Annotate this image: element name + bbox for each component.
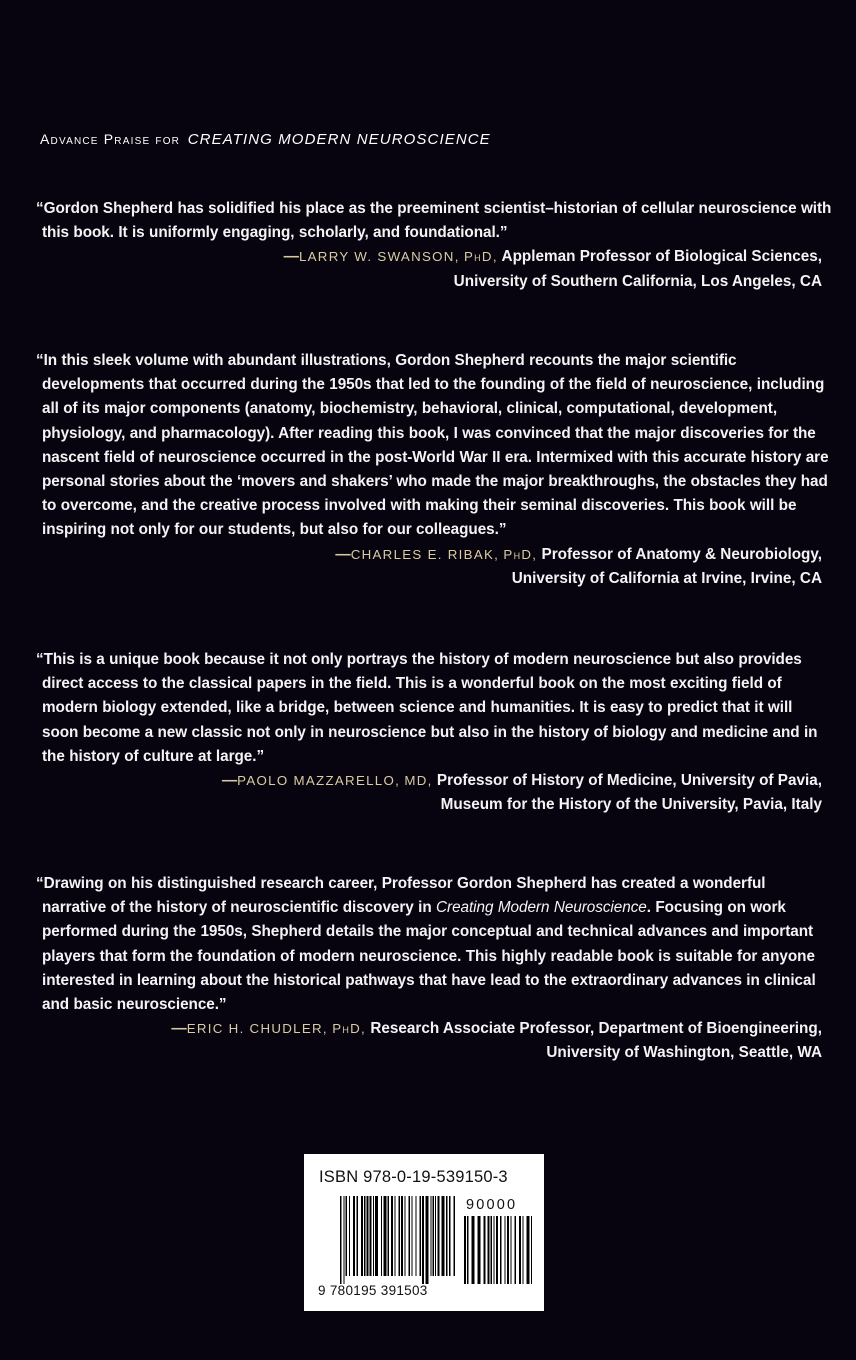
barcode-bar xyxy=(420,1196,422,1276)
attribution-dash: — xyxy=(221,772,238,790)
praise-block-2 xyxy=(32,349,832,591)
barcode-bar xyxy=(511,1216,512,1284)
barcode-bar xyxy=(367,1196,369,1276)
barcode-bar xyxy=(438,1196,440,1276)
attribution-dash: — xyxy=(171,1020,187,1038)
praise-block-3 xyxy=(32,648,832,817)
barcode-bar xyxy=(364,1196,366,1276)
barcode-bar xyxy=(446,1196,448,1276)
reviewer-affiliation-line2: University of California at Irvine, Irvine, CA xyxy=(511,569,822,587)
barcode-bar xyxy=(507,1216,509,1284)
barcode-bar xyxy=(484,1216,486,1284)
barcode-bar xyxy=(388,1196,390,1276)
barcode-bar xyxy=(472,1216,475,1284)
praise-attribution xyxy=(32,543,832,591)
praise-quote: “Gordon Shepherd has solidified his place as the preeminent scientist–historian of cellular neuroscience with this book. It is uniformly engaging, scholarly, and foundational.” xyxy=(36,200,832,242)
barcode-number: 9 780195 391503 xyxy=(318,1283,428,1298)
barcode-bar xyxy=(340,1196,342,1284)
barcode-bar xyxy=(494,1216,495,1284)
praise-attribution xyxy=(32,1017,832,1065)
barcode-bar xyxy=(375,1196,378,1276)
reviewer-name: LARRY W. SWANSON, xyxy=(298,249,460,265)
barcode-bar xyxy=(346,1196,348,1276)
barcode-bar xyxy=(435,1196,436,1276)
reviewer-affiliation-line2: University of Southern California, Los Angeles, CA xyxy=(453,272,822,290)
praise-attribution xyxy=(32,769,832,817)
praise-quote: “This is a unique book because it not only portrays the history of modern neuroscience but also provides direct access to the classical papers in the field. This is a wonderful book on the most exciting field of modern biology extended, like a bridge, between science and humanities. It is easy to predict that it will soon become a new classic not only in neuroscience but also in the history of biology and medicine and in the history of culture at large.” xyxy=(36,651,818,765)
barcode-bar xyxy=(515,1216,517,1284)
barcode-bar xyxy=(531,1216,532,1284)
barcode-bar xyxy=(409,1196,411,1276)
barcode-bar xyxy=(349,1196,350,1276)
barcode-bar xyxy=(370,1196,372,1276)
reviewer-affiliation: Appleman Professor of Biological Sciences, xyxy=(501,248,822,266)
barcode-bar xyxy=(395,1196,396,1276)
isbn-barcode xyxy=(304,1154,544,1311)
attribution-dash: — xyxy=(283,248,299,266)
quote-text-after: . Focusing on work performed during the 1950s, Shepherd details the major conceptual and technical advances and important players that form the foundation of modern neuroscience. This highly readable book is suitable for anyone interested in learning about the historical pathways that have lead to the extraordinary advances in clinical and basic neuroscience.” xyxy=(42,899,816,1014)
barcode-bar xyxy=(523,1216,524,1284)
barcode-bar xyxy=(426,1196,429,1284)
barcode-bar xyxy=(519,1216,521,1284)
barcode-bar xyxy=(527,1216,530,1284)
advance-praise-header xyxy=(40,131,491,148)
barcode-bar xyxy=(344,1196,345,1284)
praise-block-4 xyxy=(32,872,832,1066)
barcode-addon-number: 90000 xyxy=(466,1197,518,1213)
barcode-bar xyxy=(361,1196,363,1276)
barcode-bar xyxy=(491,1216,493,1284)
reviewer-affiliation: Professor of History of Medicine, University of Pavia, xyxy=(436,772,822,790)
barcode-bar xyxy=(433,1196,435,1276)
praise-attribution xyxy=(32,245,832,293)
reviewer-name: CHARLES E. RIBAK, xyxy=(350,546,500,562)
barcode-bar xyxy=(381,1196,382,1276)
book-title: CREATING MODERN NEUROSCIENCE xyxy=(187,131,491,148)
barcode-bar xyxy=(412,1196,413,1276)
barcode-bar xyxy=(401,1196,403,1276)
reviewer-affiliation: Research Associate Professor, Department of Bioengineering, xyxy=(370,1020,822,1038)
barcode-bar xyxy=(467,1216,469,1284)
barcode-bar xyxy=(353,1196,355,1276)
reviewer-credential: PhD, xyxy=(503,546,538,562)
isbn-label: ISBN 978-0-19-539150-3 xyxy=(319,1168,508,1186)
reviewer-name: PAOLO MAZZARELLO, xyxy=(237,773,401,789)
barcode-bar xyxy=(373,1196,374,1276)
reviewer-credential: PhD, xyxy=(463,249,498,265)
barcode-bar xyxy=(496,1216,498,1284)
reviewer-affiliation-line2: University of Washington, Seattle, WA xyxy=(546,1044,822,1062)
barcode-bar xyxy=(391,1196,393,1276)
barcode-bar xyxy=(442,1196,445,1276)
barcode-bar xyxy=(431,1196,432,1276)
reviewer-credential: PhD, xyxy=(332,1021,367,1037)
barcode-bar xyxy=(416,1196,417,1276)
barcode-bar xyxy=(464,1216,466,1284)
reviewer-affiliation: Professor of Anatomy & Neurobiology, xyxy=(541,545,822,563)
barcode-bar xyxy=(422,1196,424,1284)
praise-quote xyxy=(32,872,832,1017)
praise-quote: “In this sleek volume with abundant illustrations, Gordon Shepherd recounts the major scientific developments that occurred during the 1950s that led to the founding of the field of neuroscience, including all of its major components (anatomy, biochemistry, behavioral, clinical, computational, development, physiology, and pharmacology). After reading this book, I was convinced that the major discoveries for the nascent field of neuroscience occurred in the post-World War II era. Intermixed with this accurate history are personal stories about the ‘movers and shakers’ who made the major breakthroughs, the obstacles they had to overcome, and the creative process involved with making their seminal discoveries. This book will be inspiring not only for our students, but also for our colleagues.” xyxy=(36,352,829,539)
barcode-bar xyxy=(500,1216,502,1284)
quote-text-before: “Drawing on his distinguished research career, Professor Gordon Shepherd has created a wonderful narrative of the history of neuroscientific discovery in xyxy=(36,875,766,917)
barcode-bar xyxy=(405,1196,406,1276)
quote-book-title: Creating Modern Neuroscience xyxy=(436,899,647,917)
barcode-bar xyxy=(399,1196,401,1276)
barcode-bar xyxy=(488,1216,490,1284)
header-prefix: Advance Praise for xyxy=(40,131,181,147)
barcode-bar xyxy=(384,1196,387,1276)
praise-block-1 xyxy=(32,197,832,294)
barcode-bar xyxy=(478,1216,481,1284)
barcode-bar xyxy=(454,1196,456,1276)
attribution-dash: — xyxy=(335,545,351,563)
barcode-bar xyxy=(357,1196,359,1276)
reviewer-credential: MD, xyxy=(404,773,433,789)
reviewer-name: ERIC H. CHUDLER, xyxy=(186,1021,328,1037)
barcode-bar xyxy=(505,1216,506,1284)
barcode-bar xyxy=(449,1196,451,1276)
reviewer-affiliation-line2: Museum for the History of the University, Pavia, Italy xyxy=(440,796,822,814)
